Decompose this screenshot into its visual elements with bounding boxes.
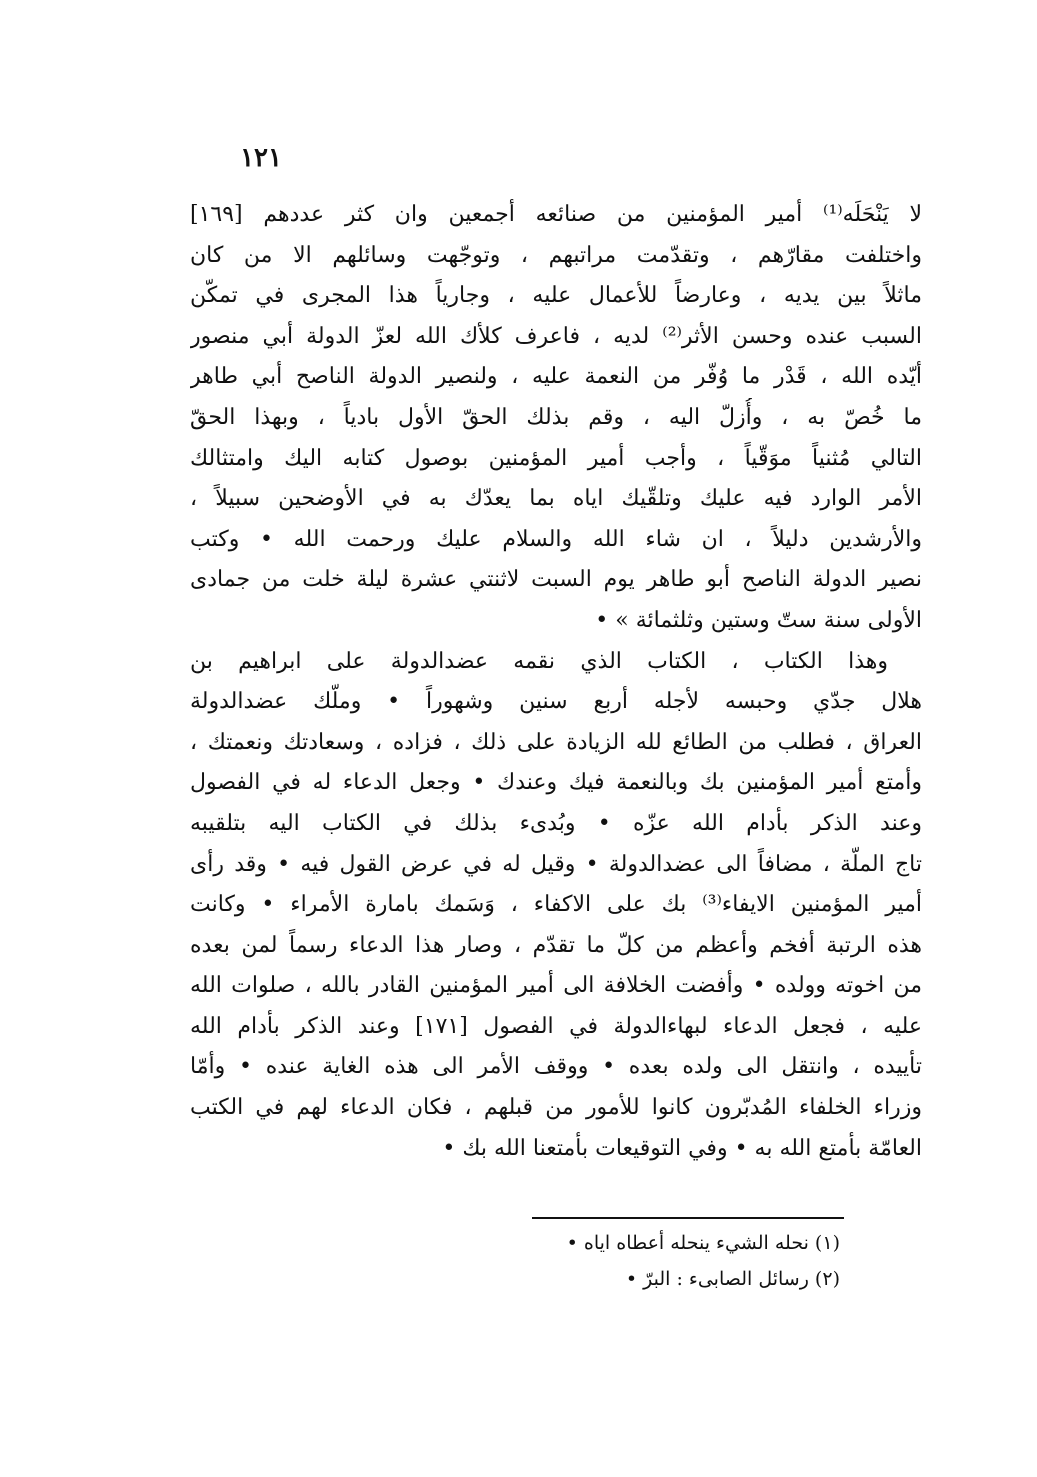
text-line: التالي مُثنياً موَقّياً ، وأجب أمير المؤمنين بوصول كتابه اليك وامتثالك (190, 445, 922, 471)
text-line: نصير الدولة الناصح أبو طاهر يوم السبت لاثنتي عشرة ليلة خلت من جمادى (190, 567, 922, 593)
text-line: عليه ، فجعل الدعاء لبهاءالدولة في الفصول [١٧١] وعند الذكر بأدام الله (190, 1013, 922, 1039)
text-line: واختلفت مقارّهم ، وتقدّمت مراتبهم ، وتوجّهت وسائلهم الا من كان (190, 242, 922, 268)
footnote: (١) نحله الشيء ينحله أعطاه اياه • (566, 1232, 840, 1254)
text-line: العامّة بأمتع الله به • وفي التوقيعات بأمتعنا الله بك • (442, 1135, 922, 1161)
text-line: من اخوته وولده • وأفضت الخلافة الى أمير المؤمنين القادر بالله ، صلوات الله (190, 973, 922, 999)
text-line: الأولى سنة ستّ وستين وثلثمائة » • (595, 607, 922, 633)
text-line: ماثلاً بين يديه ، وعارضاً للأعمال عليه ، وجارياً هذا المجرى في تمكّن (190, 283, 922, 309)
text-line: أيّده الله ، قَدْر ما وُفّر من النعمة عليه ، ولنصير الدولة الناصح أبي طاهر (190, 364, 922, 390)
footnote-divider (532, 1217, 844, 1219)
text-line: وعند الذكر بأدام الله عزّه • وبُدىء بذلك في الكتاب اليه بتلقيبه (190, 810, 922, 836)
text-line: وزراء الخلفاء المُدبّرون كانوا للأمور من قبلهم ، فكان الدعاء لهم في الكتب (190, 1095, 922, 1121)
text-line: هذه الرتبة أفخم وأعظم من كلّ ما تقدّم ، وصار هذا الدعاء رسماً لمن بعده (190, 932, 922, 958)
text-line: الأمر الوارد فيه عليك وتلقّيك اياه بما يعدّك به في الأوضحين سبيلاً ، (190, 486, 922, 512)
body-text (190, 195, 922, 1169)
text-line: السبب عنده وحسن الأثر⁽²⁾ لديه ، فاعرف كلأك الله لعزّ الدولة أبي منصور (190, 323, 922, 349)
text-line: هلال جدّي وحبسه لأجله أربع سنين وشهوراً • وملّك عضدالدولة (190, 689, 922, 715)
text-line: العراق ، فطلب من الطائع لله الزيادة على ذلك ، فزاده ، وسعادتك ونعمتك ، (190, 729, 922, 755)
text-line: تاج الملّة ، مضافاً الى عضدالدولة • وقيل له في عرض القول فيه • وقد رأى (190, 851, 922, 877)
text-line: تأييده ، وانتقل الى ولده بعده • ووقف الأمر الى هذه الغاية عنده • وأمّا (190, 1054, 922, 1080)
text-line: أمير المؤمنين الايفاء⁽³⁾ بك على الاكفاء ، وَسَمك بامارة الأمراء • وكانت (190, 892, 922, 918)
text-line: لا يَنْحَلَه⁽¹⁾ أمير المؤمنين من صنائعه أجمعين وان كثر عددهم [١٦٩] (190, 202, 922, 227)
footnotes (430, 1225, 840, 1297)
text-line: ما خُصّ به ، وأُزلّ اليه ، وقم بذلك الحقّ الأول بادياً ، وبهذا الحقّ (190, 404, 922, 430)
text-line: وهذا الكتاب ، الكتاب الذي نقمه عضدالدولة على ابراهيم بن (190, 648, 888, 674)
text-line: والأرشدين دليلاً ، ان شاء الله والسلام عليك ورحمت الله • وكتب (190, 526, 922, 552)
text-line: وأمتع أمير المؤمنين بك وبالنعمة فيك وعندك • وجعل الدعاء له في الفصول (190, 770, 922, 796)
page-number: ١٢١ (240, 143, 282, 173)
footnote: (٢) رسائل الصابىء : البرّ • (625, 1268, 840, 1290)
